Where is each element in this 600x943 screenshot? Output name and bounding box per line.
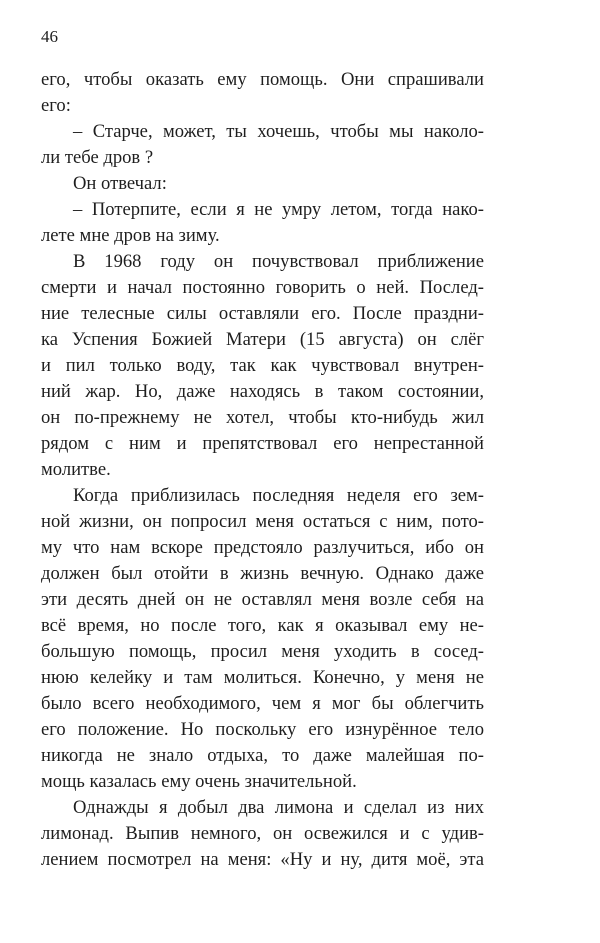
- text-line: Когда приблизилась последняя неделя его зем-: [73, 485, 484, 506]
- text-line: – Старче, может, ты хочешь, чтобы мы наколо-: [73, 121, 484, 142]
- text-line: должен был отойти в жизнь вечную. Однако даже: [41, 563, 484, 584]
- text-line: ной жизни, он попросил меня остаться с ним, пото-: [41, 511, 484, 532]
- text-line: смерти и начал постоянно говорить о ней. Послед-: [41, 277, 484, 298]
- text-line: его положение. Но поскольку его изнурённое тело: [41, 719, 484, 740]
- text-line: Однажды я добыл два лимона и сделал из них: [73, 797, 484, 818]
- text-line: ка Успения Божией Матери (15 августа) он слёг: [41, 329, 484, 350]
- text-line: он по-прежнему не хотел, чтобы кто-нибудь жил: [41, 407, 484, 428]
- text-line: нюю келейку и там молиться. Конечно, у меня не: [41, 667, 484, 688]
- text-line: му что нам вскоре предстояло разлучиться, ибо он: [41, 537, 484, 558]
- text-line: его:: [41, 95, 71, 116]
- page-number: 46: [41, 27, 58, 46]
- text-line: и пил только воду, так как чувствовал внутрен-: [41, 355, 484, 376]
- text-line: никогда не знало отдыха, то даже малейшая по-: [41, 745, 484, 766]
- text-line: было всего необходимого, чем я мог бы облегчить: [41, 693, 484, 714]
- text-line: ли тебе дров ?: [41, 147, 154, 168]
- text-line: всё время, но после того, как я оказывал ему не-: [41, 615, 484, 636]
- text-line: лете мне дров на зиму.: [41, 225, 220, 246]
- text-line: его, чтобы оказать ему помощь. Они спрашивали: [41, 69, 484, 90]
- text-line: ние телесные силы оставляли его. После праздни-: [41, 303, 484, 324]
- text-line: мощь казалась ему очень значительной.: [41, 771, 357, 792]
- text-line: эти десять дней он не оставлял меня возле себя на: [41, 589, 484, 610]
- text-line: Он отвечал:: [73, 173, 167, 194]
- text-line: большую помощь, просил меня уходить в сосед-: [41, 641, 484, 662]
- text-line: ний жар. Но, даже находясь в таком состоянии,: [41, 381, 484, 402]
- text-line: В 1968 году он почувствовал приближение: [73, 251, 484, 272]
- text-line: молитве.: [41, 459, 111, 480]
- text-line: лимонад. Выпив немного, он освежился и с удив-: [41, 823, 484, 844]
- text-line: – Потерпите, если я не умру летом, тогда нако-: [73, 199, 484, 220]
- text-line: лением посмотрел на меня: «Ну и ну, дитя моё, эта: [41, 849, 484, 870]
- body-text: [41, 67, 484, 873]
- text-line: рядом с ним и препятствовал его непрестанной: [41, 433, 484, 454]
